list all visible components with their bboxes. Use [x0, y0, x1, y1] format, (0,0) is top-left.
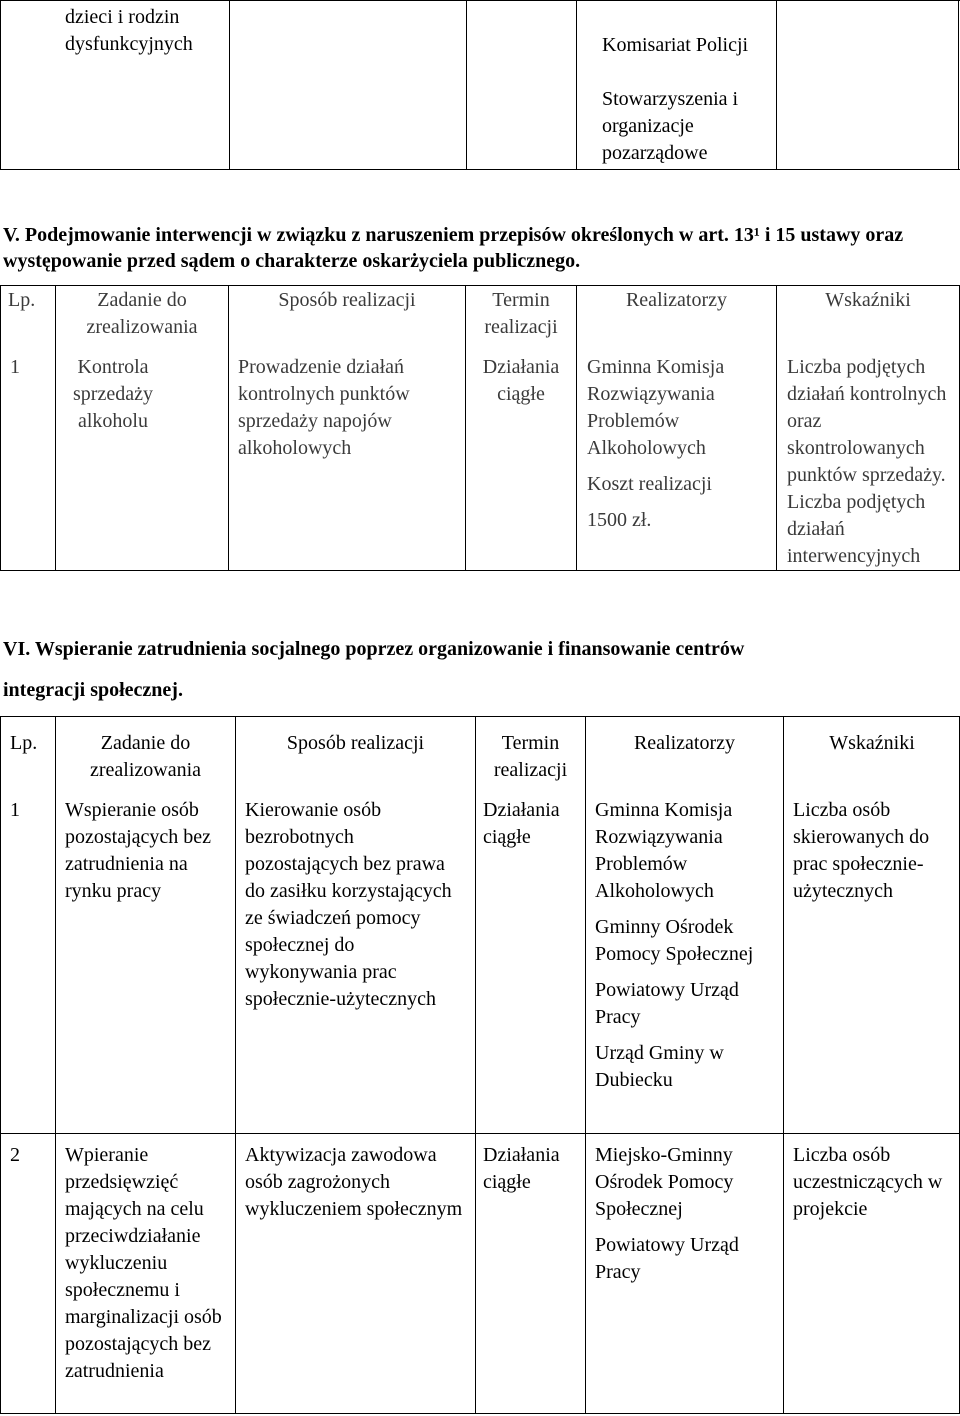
- row-method: Aktywizacja zawodowa osób zagrożonych wykluczeniem społecznym: [245, 1144, 463, 1220]
- row-indicators: Liczba osób uczestniczących w projekcie: [793, 1144, 943, 1220]
- header-term: Termin realizacji: [493, 732, 568, 781]
- row-method: Kierowanie osób bezrobotnych pozostających bez prawa do zasiłku korzystających ze świadczeń pomocy społecznej do wykonywania prac społecznie-użytecznych: [245, 799, 452, 1010]
- divider: [0, 0, 960, 1]
- divider: [958, 0, 959, 170]
- header-indicators: Wskaźniki: [829, 732, 915, 754]
- row-task: Wspieranie osób pozostających bez zatrudnienia na rynku pracy: [65, 799, 212, 902]
- header-implementers: Realizatorzy: [625, 289, 728, 311]
- divider: [776, 285, 777, 571]
- fragment-implementer: Stowarzyszenia i organizacje pozarządowe: [602, 88, 739, 164]
- section-vi-heading-line2: integracji społecznej.: [3, 679, 183, 701]
- row-separator: [0, 1133, 960, 1134]
- implementer-item: Gminna Komisja Rozwiązywania Problemów Alkoholowych: [587, 356, 725, 459]
- row-term: Działania ciągłe: [483, 799, 560, 848]
- divider: [0, 169, 960, 170]
- divider: [55, 716, 56, 1414]
- row-implementers: [595, 797, 780, 1094]
- row-task: Wpieranie przedsięwzięć mających na celu przeciwdziałanie wykluczeniu społecznemu i marginalizacji osób pozostających bez zatrudnienia: [65, 1144, 222, 1382]
- section-v-heading: V. Podejmowanie interwencji w związku z naruszeniem przepisów określonych w art. 13¹ i 15 ustawy oraz występowanie przed sądem o charakterze oskarżyciela publicznego.: [3, 224, 904, 272]
- section-vi-heading-line1: VI. Wspieranie zatrudnienia socjalnego poprzez organizowanie i finansowanie centrów: [3, 638, 745, 660]
- divider: [776, 0, 777, 170]
- row-implementers: [587, 354, 773, 534]
- divider: [228, 285, 229, 571]
- divider: [585, 716, 586, 1414]
- divider: [55, 285, 56, 571]
- implementer-item: Powiatowy Urząd Pracy: [595, 979, 739, 1028]
- header-method: Sposób realizacji: [278, 289, 416, 311]
- divider: [783, 716, 784, 1414]
- fragment-implementer: Komisariat Policji: [602, 34, 749, 56]
- implementer-item: 1500 zł.: [587, 509, 652, 531]
- row-implementers: [595, 1142, 780, 1286]
- row-method: Prowadzenie działań kontrolnych punktów sprzedaży napojów alkoholowych: [238, 356, 410, 459]
- divider: [466, 0, 467, 170]
- header-lp: Lp.: [8, 289, 36, 311]
- row-task: Kontrola sprzedaży alkoholu: [73, 356, 153, 432]
- implementer-item: Powiatowy Urząd Pracy: [595, 1234, 739, 1283]
- divider: [235, 716, 236, 1414]
- row-term: Działania ciągłe: [483, 1144, 560, 1193]
- row-indicators: Liczba podjętych działań kontrolnych oraz skontrolowanych punktów sprzedaży. Liczba podjętych działań interwencyjnych: [787, 356, 947, 567]
- implementer-item: Koszt realizacji: [587, 473, 712, 495]
- header-method: Sposób realizacji: [286, 732, 425, 754]
- divider: [576, 0, 577, 170]
- row-lp: 2: [10, 1144, 20, 1166]
- row-lp: 1: [10, 356, 20, 378]
- divider: [229, 0, 230, 170]
- header-indicators: Wskaźniki: [825, 289, 911, 311]
- divider: [576, 285, 577, 571]
- implementer-item: Urząd Gminy w Dubiecku: [595, 1042, 724, 1091]
- divider: [465, 285, 466, 571]
- header-term: Termin realizacji: [484, 289, 558, 338]
- implementer-item: Gminny Ośrodek Pomocy Społecznej: [595, 916, 754, 965]
- divider: [475, 716, 476, 1414]
- divider: [0, 0, 1, 170]
- header-task: Zadanie do zrealizowania: [89, 732, 202, 781]
- row-term: Działania ciągłe: [482, 356, 560, 405]
- implementer-item: Miejsko-Gminny Ośrodek Pomocy Społecznej: [595, 1144, 734, 1220]
- header-task: Zadanie do zrealizowania: [86, 289, 198, 338]
- row-lp: 1: [10, 799, 20, 821]
- row-indicators: Liczba osób skierowanych do prac społecznie-użytecznych: [793, 799, 930, 902]
- header-lp: Lp.: [10, 732, 38, 754]
- implementer-item: Gminna Komisja Rozwiązywania Problemów Alkoholowych: [595, 799, 733, 902]
- fragment-task-cell: dzieci i rodzin dysfunkcyjnych: [65, 6, 193, 55]
- header-implementers: Realizatorzy: [633, 732, 736, 754]
